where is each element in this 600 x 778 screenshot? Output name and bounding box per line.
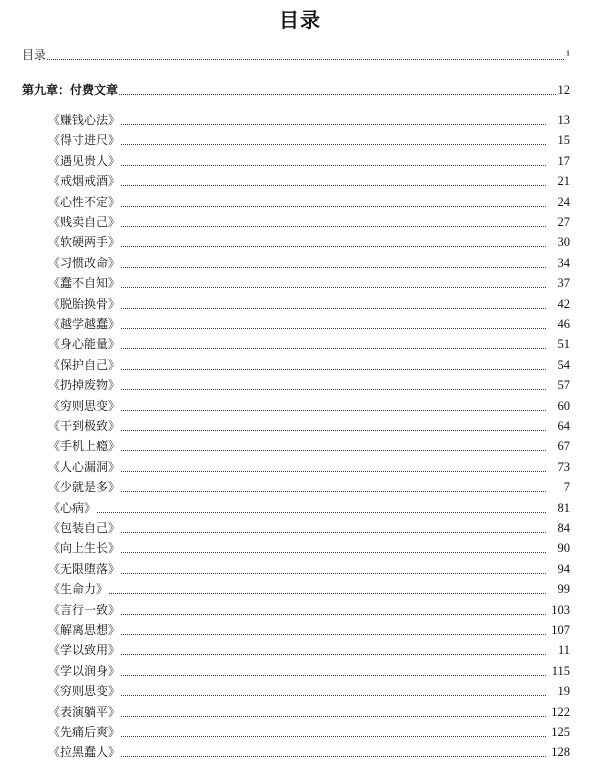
toc-entry[interactable] [48, 315, 570, 333]
toc-entry[interactable] [48, 437, 570, 455]
toc-entry-title: 《先痛后爽》 [48, 725, 121, 739]
toc-entry-title: 《脱胎换骨》 [48, 296, 121, 311]
toc-entry-title: 《扔掉废物》 [48, 378, 121, 393]
toc-entry-page-number: 21 [557, 174, 570, 189]
toc-entry-page-number: 19 [557, 684, 570, 699]
toc-entry-page-number: 67 [557, 439, 570, 454]
dot-leader [121, 716, 546, 717]
toc-entry[interactable] [48, 539, 570, 557]
dot-leader [121, 348, 546, 349]
toc-entry-title: 《习惯改命》 [48, 255, 121, 270]
dot-leader [121, 226, 546, 227]
toc-entry-page-number: 107 [551, 623, 570, 637]
dot-leader [121, 410, 546, 411]
dot-leader [109, 593, 546, 594]
dot-leader [121, 552, 546, 553]
dot-leader [121, 328, 546, 329]
dot-leader [121, 287, 546, 288]
dot-leader [121, 736, 546, 737]
toc-entry-title: 《越学越蠢》 [48, 317, 121, 331]
toc-entry[interactable] [48, 662, 570, 680]
dot-leader [121, 471, 546, 472]
chapter-label: 第九章：付费文章 [22, 83, 119, 97]
toc-entry[interactable] [48, 641, 570, 659]
toc-entry-page-number: 7 [563, 480, 570, 495]
toc-entry[interactable] [48, 560, 570, 578]
toc-entry[interactable] [48, 193, 570, 211]
toc-entry-page-number: 30 [557, 235, 570, 250]
dot-leader [121, 675, 546, 676]
toc-entry-title: 《包装自己》 [48, 521, 121, 535]
toc-entry-page-number: 81 [557, 500, 570, 515]
toc-entry-page-number: 64 [557, 419, 570, 433]
dot-leader [121, 308, 546, 309]
dot-leader [121, 634, 546, 635]
toc-entry-page-number: 51 [557, 337, 570, 352]
toc-entry-title: 《赚钱心法》 [48, 113, 121, 127]
toc-entry-page-number: 84 [557, 521, 570, 535]
toc-entry-title: 《学以致用》 [48, 643, 121, 658]
toc-entry-title: 《少就是多》 [48, 480, 121, 495]
toc-entry[interactable] [48, 601, 570, 619]
dot-leader [121, 695, 546, 696]
toc-entry[interactable] [48, 580, 570, 598]
toc-entry-page-number: 94 [557, 561, 570, 576]
dot-leader [121, 206, 546, 207]
toc-entry-page-number: 27 [557, 215, 570, 229]
page-title: 目录 [279, 8, 321, 32]
dot-leader [121, 532, 546, 533]
toc-entry-page-number: 15 [557, 133, 570, 148]
toc-entry[interactable] [48, 356, 570, 374]
dot-leader [121, 450, 546, 451]
toc-entry-page-number: 17 [557, 153, 570, 168]
toc-entry[interactable] [48, 295, 570, 313]
toc-entry-page-number: 99 [557, 582, 570, 597]
toc-entry-title: 《拉黑蠢人》 [48, 745, 121, 760]
toc-entry-page-number: 103 [551, 602, 570, 617]
toc-entry[interactable] [48, 478, 570, 496]
toc-entry[interactable] [48, 131, 570, 149]
toc-entry-title: 《表演躺平》 [48, 704, 121, 719]
toc-entry-title: 《软硬两手》 [48, 235, 121, 250]
toc-entry[interactable] [48, 111, 570, 129]
dot-leader [121, 756, 546, 757]
toc-entry-title: 《蠢不自知》 [48, 276, 121, 291]
toc-entry-page-number: 34 [557, 255, 570, 270]
toc-entry[interactable] [48, 335, 570, 353]
toc-entry-page-number: 90 [557, 541, 570, 556]
toc-entry[interactable] [48, 274, 570, 292]
toc-entry[interactable] [48, 152, 570, 170]
dot-leader [121, 430, 546, 431]
toc-entry-title: 《言行一致》 [48, 602, 121, 617]
dot-leader [121, 389, 546, 390]
toc-entry[interactable] [48, 233, 570, 251]
toc-entry[interactable] [48, 376, 570, 394]
toc-entry-title: 《向上生长》 [48, 541, 121, 556]
toc-entry-page-number: 46 [557, 317, 570, 331]
toc-entry[interactable] [48, 499, 570, 517]
toc-entry[interactable] [48, 682, 570, 700]
toc-entry-page-number: 24 [557, 194, 570, 209]
toc-entry-title: 《无限堕落》 [48, 561, 121, 576]
toc-entry-title: 《穷则思变》 [48, 398, 121, 413]
dot-leader [121, 491, 546, 492]
toc-entry-page-number: 11 [557, 643, 570, 658]
toc-entry[interactable] [48, 213, 570, 231]
toc-entry-page-number: 54 [557, 357, 570, 372]
toc-entry-page-number: 60 [557, 398, 570, 413]
toc-entry[interactable] [48, 172, 570, 190]
dot-leader [121, 124, 546, 125]
toc-entry-title: 《身心能量》 [48, 337, 121, 352]
toc-entry-page-number: 37 [557, 276, 570, 291]
toc-entry-page-number: 122 [551, 704, 570, 719]
dot-leader [121, 165, 546, 166]
toc-entry[interactable] [48, 743, 570, 761]
toc-entry-title: 《解离思想》 [48, 623, 121, 637]
toc-entry[interactable] [48, 417, 570, 435]
toc-entry[interactable] [48, 621, 570, 639]
toc-entry-title: 《学以润身》 [48, 663, 121, 678]
toc-label: 目录 [22, 48, 47, 62]
dot-leader [47, 59, 564, 60]
toc-entry-title: 《得寸进尺》 [48, 133, 121, 148]
toc-entry-page-number: 42 [557, 296, 570, 311]
dot-leader [121, 573, 546, 574]
dot-leader [121, 246, 546, 247]
toc-entry-title: 《保护自己》 [48, 357, 121, 372]
dot-leader [119, 94, 555, 95]
toc-entry-title: 《遇见贵人》 [48, 153, 121, 168]
toc-entry-title: 《生命力》 [48, 582, 109, 597]
toc-entry-page-number: 13 [557, 113, 570, 127]
toc-entry[interactable] [48, 397, 570, 415]
toc-entry-title: 《穷则思变》 [48, 684, 121, 699]
dot-leader [121, 614, 546, 615]
dot-leader [121, 369, 546, 370]
toc-entry-title: 《人心漏洞》 [48, 459, 121, 474]
toc-chapter-heading[interactable] [22, 81, 570, 99]
toc-entry-title: 《心病》 [48, 500, 97, 515]
dot-leader [121, 654, 546, 655]
dot-leader [121, 185, 546, 186]
toc-page-number: ¹ [566, 48, 570, 62]
toc-entry[interactable] [48, 254, 570, 272]
toc-entry[interactable] [48, 703, 570, 721]
toc-entry-page-number: 73 [557, 459, 570, 474]
toc-entry-contents[interactable] [22, 46, 570, 64]
toc-entry[interactable] [48, 458, 570, 476]
toc-entry-title: 《贱卖自己》 [48, 215, 121, 229]
chapter-page-number: 12 [557, 83, 570, 97]
toc-entry-page-number: 128 [551, 745, 570, 760]
dot-leader [121, 144, 546, 145]
dot-leader [121, 267, 546, 268]
toc-entry-title: 《干到极致》 [48, 419, 121, 433]
toc-entry-title: 《心性不定》 [48, 194, 121, 209]
toc-entry[interactable] [48, 519, 570, 537]
toc-entry-page-number: 57 [557, 378, 570, 393]
toc-entry[interactable] [48, 723, 570, 741]
toc-entry-title: 《戒烟戒酒》 [48, 174, 121, 189]
dot-leader [97, 512, 546, 513]
toc-entry-page-number: 115 [551, 663, 570, 678]
toc-entry-page-number: 125 [551, 725, 570, 739]
toc-entry-title: 《手机上瘾》 [48, 439, 121, 454]
